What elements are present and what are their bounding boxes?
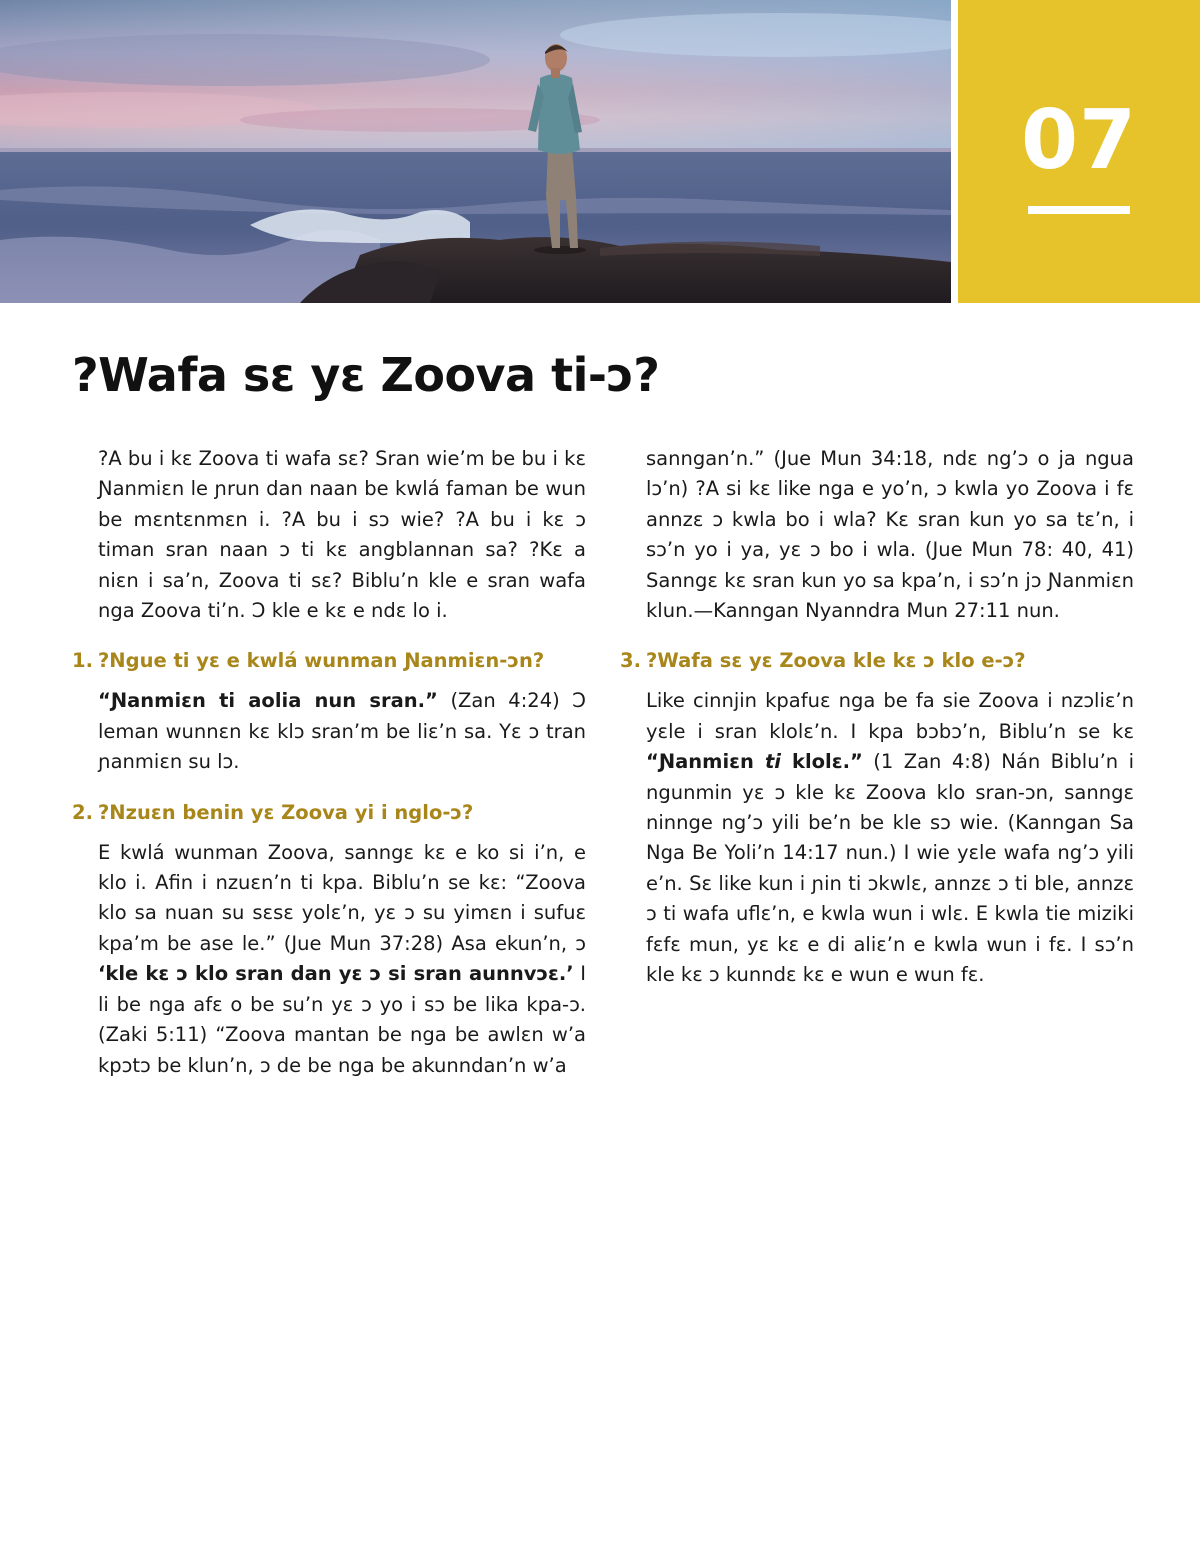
lesson-number-underline (1028, 206, 1130, 214)
question-number: 1. (72, 649, 93, 673)
question-text: ?Wafa sɛ yɛ Zoova kle kɛ ɔ klo e-ɔ? (646, 649, 1026, 673)
bold-quote: ‘kle kɛ ɔ klo sran dan yɛ ɔ si sran aunnvɔɛ.’ (98, 962, 574, 986)
answer-text: E kwlá wunman Zoova, sanngɛ kɛ e ko si i’n, e klo i. Afin i nzuɛn’n ti kpa. Biblu’n se kɛ: “Zoova klo sa nuan su sɛsɛ yolɛ’n, yɛ ɔ su yimɛn i sufuɛ kpa’m be ase le.” (Jue Mun 37:28) Asa ekun’n, ɔ (98, 840, 586, 955)
page-title: ?Wafa sɛ yɛ Zoova ti-ɔ? (72, 348, 660, 402)
answer-text: Like cinnjin kpafuɛ nga be fa sie Zoova i nzɔliɛ’n yɛle i sran klolɛ’n. I kpa bɔbɔ’n, Biblu’n se kɛ (646, 689, 1134, 743)
answer-paragraph-2-continued (646, 444, 1134, 626)
answer-text: (1 Zan 4:8) Nán Biblu’n i ngunmin yɛ ɔ kle kɛ Zoova klo sran-ɔn, sanngɛ ninnge ng’ɔ yili be’n be kle sɔ wie. (Kanngan Sa Nga Be Yoli’n 14:17 nun.) I wie yɛle wafa ng’ɔ yili e’n. Sɛ like kun i ɲin ti ɔkwlɛ, annzɛ ɔ ti ble, annzɛ ɔ ti wafa uflɛ’n, e kwla wun i wlɛ. E kwla tie miziki fɛfɛ mun, yɛ kɛ e di aliɛ’n e kwla wun i fɛ. I sɔ’n kle kɛ ɔ kunndɛ kɛ e wun e wun fɛ. (646, 750, 1134, 987)
answer-paragraph-3 (646, 686, 1134, 990)
lesson-badge (958, 0, 1200, 303)
intro-paragraph: ?A bu i kɛ Zoova ti wafa sɛ? Sran wie’m be bu i kɛ Ɲanmiɛn le ɲrun dan naan be kwlá faman be wun be mɛntɛnmɛn i. ?A bu i sɔ wie? ?A bu i kɛ ɔ timan sran naan ɔ ti kɛ angblannan sa? ?Kɛ a niɛn i sa’n, Zoova ti sɛ? Biblu’n kle e sran wafa nga Zoova ti’n. Ɔ kle e kɛ e ndɛ lo i. (98, 447, 586, 623)
bold-quote-part: klolɛ.” (780, 750, 863, 774)
answer-paragraph-2 (98, 838, 586, 1081)
bold-quote-part: “Ɲanmiɛn (646, 750, 765, 774)
question-number: 3. (620, 649, 641, 673)
answer-text: sanngan’n.” (Jue Mun 34:18, ndɛ ng’ɔ o ja ngua lɔ’n) ?A si kɛ like nga e yo’n, ɔ kwla yo Zoova i fɛ annzɛ ɔ kwla bo i wla? Kɛ sran kun yo sa tɛ’n, i sɔ’n yo i ya, yɛ ɔ bo i wla. (Jue Mun 78: 40, 41) Sanngɛ kɛ sran kun yo sa kpa’n, i sɔ’n jɔ Ɲanmiɛn klun.—Kanngan Nyanndra Mun 27:11 nun. (646, 447, 1134, 623)
lesson-number: 07 (1020, 93, 1138, 188)
answer-text: (Zan 4:24) Ɔ leman wunnɛn kɛ klɔ sran’m be liɛ’n sa. Yɛ ɔ tran ɲanmiɛn su lɔ. (98, 689, 587, 774)
question-heading-2 (72, 798, 586, 828)
left-column (72, 444, 587, 1081)
question-heading-1 (72, 646, 586, 676)
hero-photo (0, 0, 951, 303)
answer-text: I li be nga afɛ o be su’n yɛ ɔ yo i sɔ be lika kpa-ɔ. (Zaki 5:11) “Zoova mantan be nga be awlɛn w’a kpɔtɔ be klun’n, ɔ de be nga be akunndan’n w’a (98, 962, 587, 1077)
bold-quote (646, 750, 863, 773)
question-text: ?Nzuɛn benin yɛ Zoova yi i nglo-ɔ? (98, 800, 474, 824)
question-text: ?Ngue ti yɛ e kwlá wunman Ɲanmiɛn-ɔn? (98, 649, 545, 673)
answer-paragraph-1 (98, 686, 586, 777)
bold-italic-word: ti (764, 750, 781, 774)
question-heading-3 (620, 646, 1134, 676)
right-column (620, 444, 1134, 991)
question-number: 2. (72, 800, 93, 824)
bold-quote: “Ɲanmiɛn ti aolia nun sran.” (98, 689, 438, 713)
